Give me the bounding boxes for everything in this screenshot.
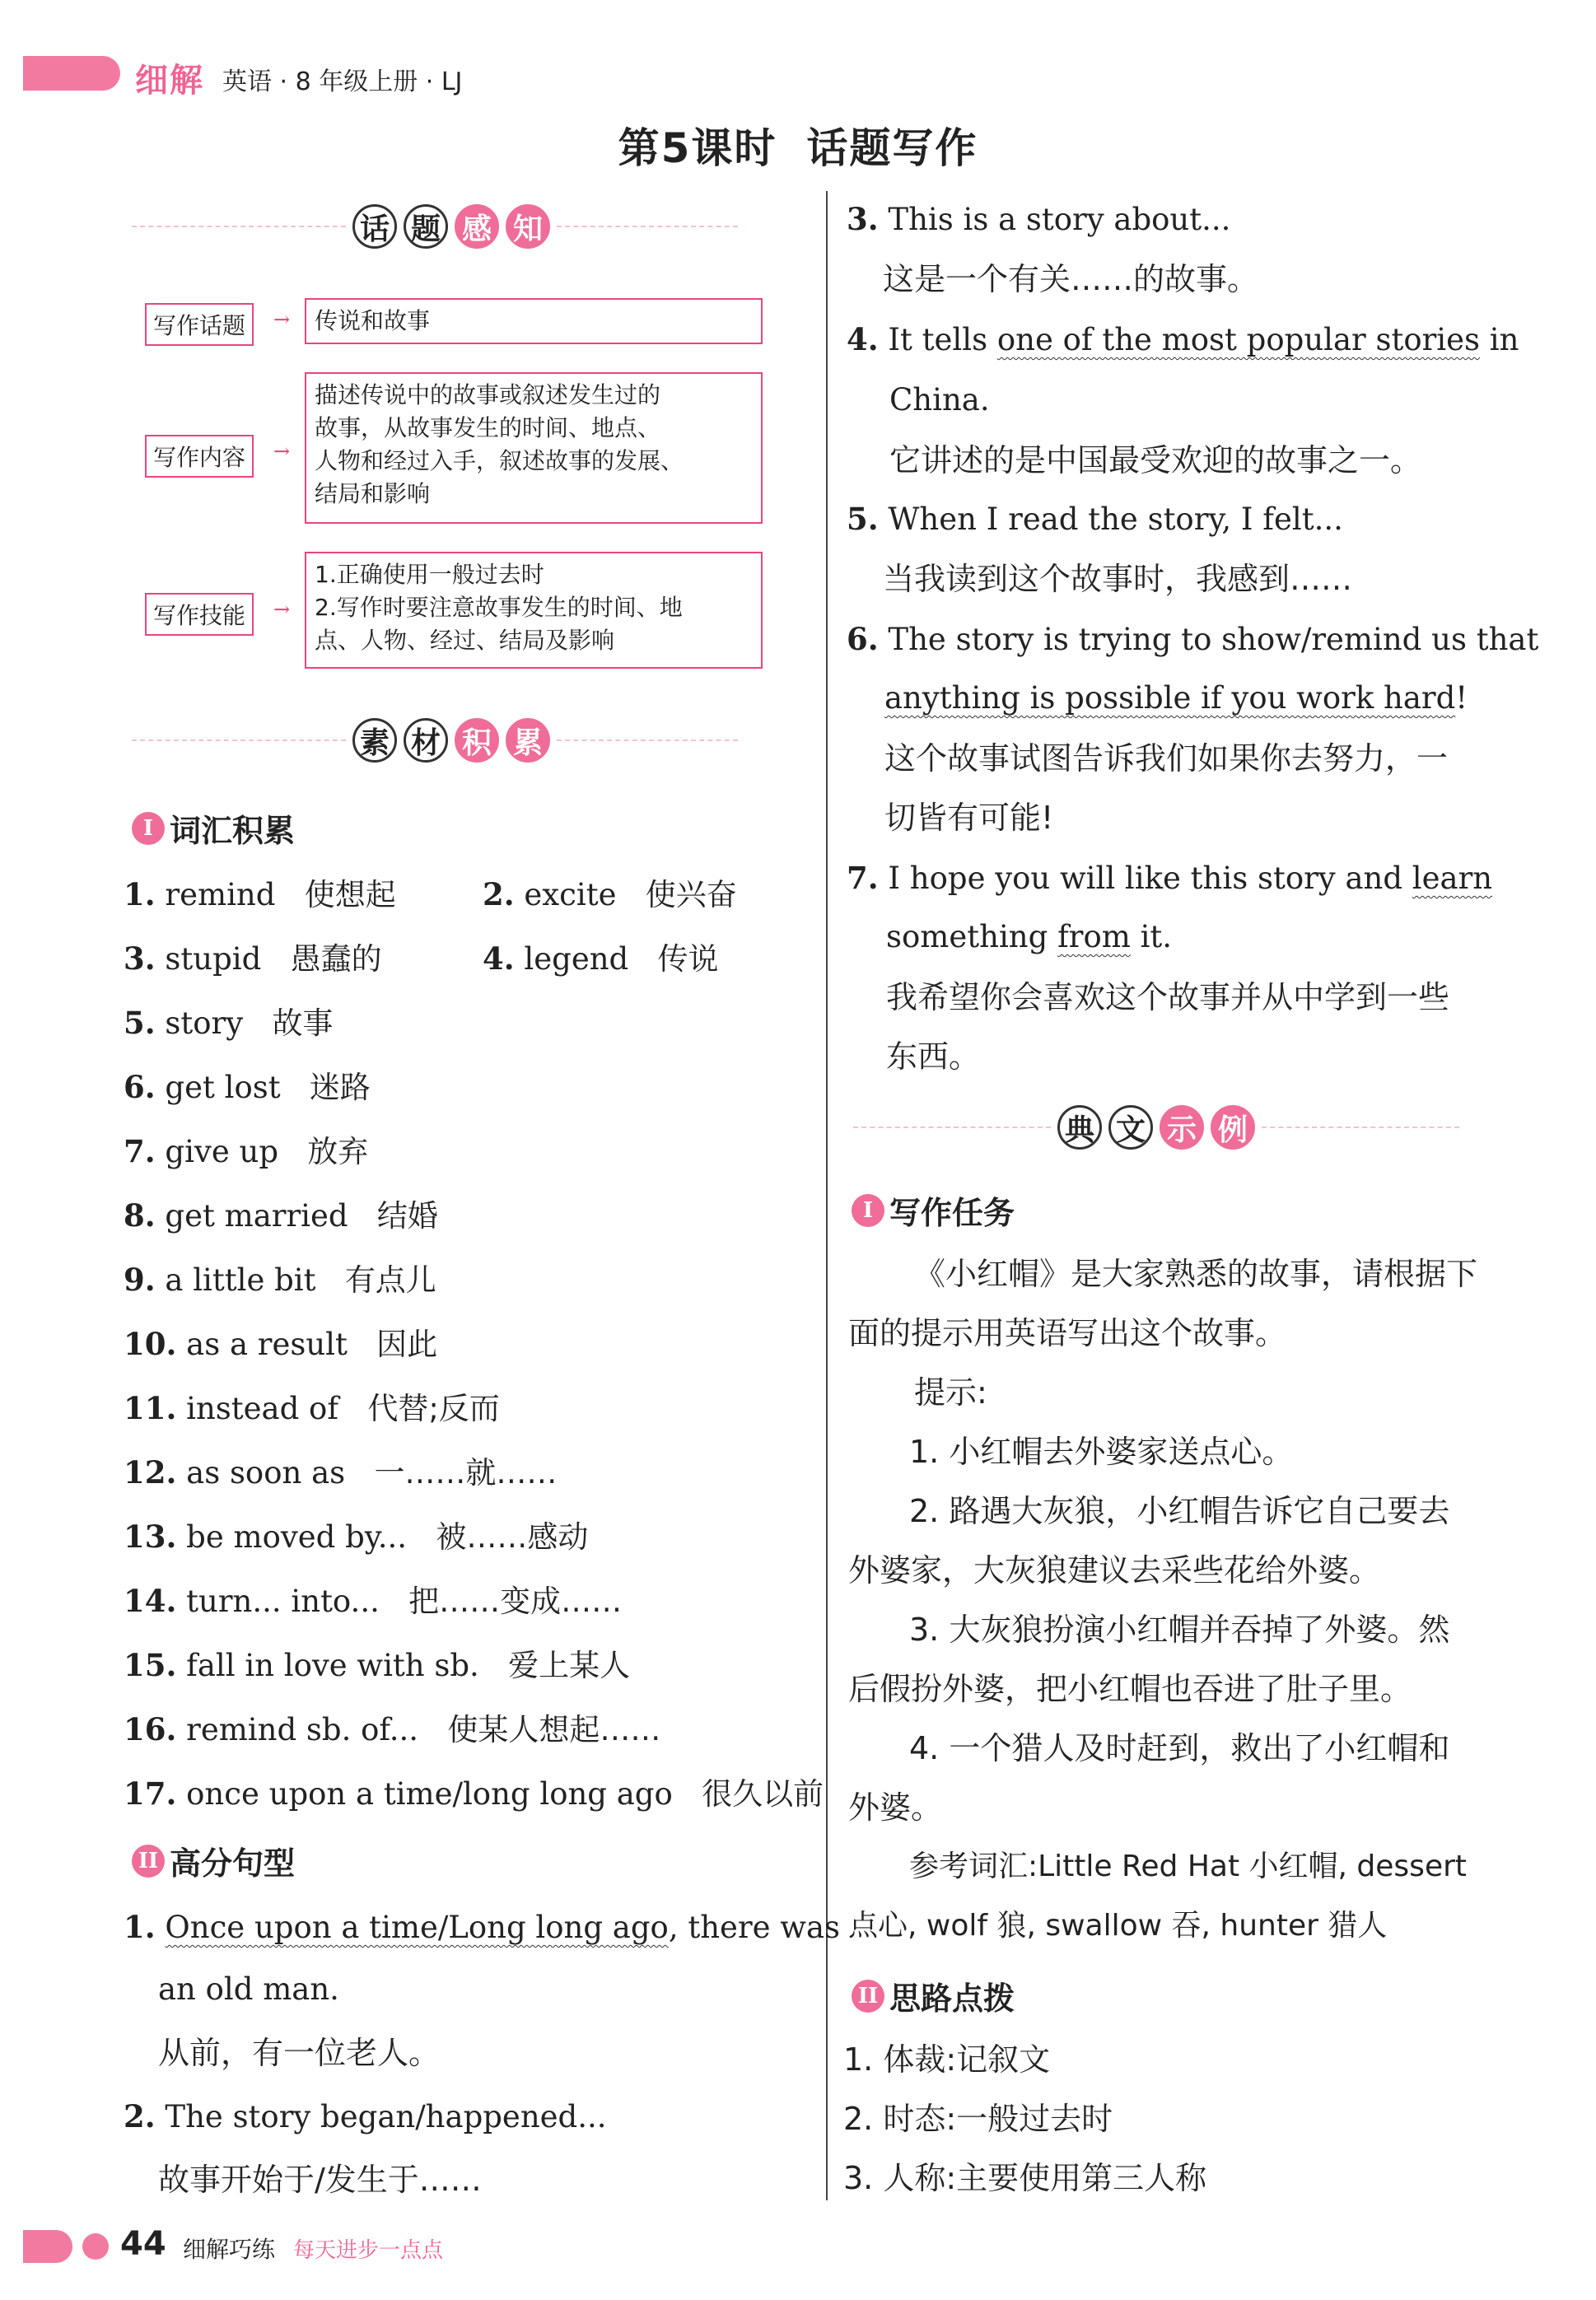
sentence-5-cn: 当我读到这个故事时，我感到…… (883, 561, 1353, 597)
vocab-en: a little bit (165, 1262, 316, 1298)
task-line: 提示: (914, 1374, 987, 1411)
task-line: 参考词汇:Little Red Hat 小红帽, dessert (909, 1850, 1468, 1883)
sentence-num: 1. (124, 1909, 156, 1945)
page-title (0, 115, 1596, 175)
vocab-cn: 使某人想起…… (447, 1712, 661, 1747)
vocab-num: 10. (124, 1326, 177, 1362)
sentence-text: I hope you will like this story and (888, 861, 1412, 896)
footer-book: 细解巧练 (183, 2236, 276, 2263)
sentence-6-cont (884, 679, 1468, 718)
sentence-6-cn-2: 切皆有可能! (884, 800, 1054, 836)
vocab-cn: 结婚 (376, 1198, 438, 1234)
vocab-num: 1. (124, 876, 156, 912)
sentence-num: 7. (847, 860, 879, 896)
book-info: 英语 · 8 年级上册 · LJ (222, 68, 463, 96)
divider (557, 739, 738, 741)
divider (1262, 1127, 1459, 1128)
guide-item: 1. 体裁:记叙文 (843, 2041, 1051, 2078)
vocab-item (124, 1196, 824, 1236)
sentence-1-cn: 从前，有一位老人。 (158, 2035, 441, 2071)
vocab-num: 15. (124, 1647, 177, 1683)
vocab-item (124, 1710, 824, 1750)
sentence-text: This is a story about... (888, 202, 1231, 237)
vocab-en: get lost (165, 1070, 281, 1105)
vocab-cn: 因此 (376, 1327, 438, 1362)
topic-box (305, 372, 763, 524)
vocab-num: 7. (124, 1133, 156, 1169)
sentence-text: ! (1455, 680, 1468, 716)
vocab-item (124, 1067, 824, 1108)
arrow-right-icon: → (273, 598, 291, 621)
vocab-item (124, 1260, 824, 1300)
vocab-num: 3. (124, 940, 156, 977)
vocab-item (124, 1388, 824, 1429)
vocab-cn: 有点儿 (344, 1262, 436, 1298)
vocab-en: remind sb. of... (186, 1712, 419, 1747)
sentence-4 (847, 320, 1519, 360)
vocab-en: story (165, 1005, 244, 1041)
sentence-text: in (1480, 322, 1519, 357)
sentence-6 (847, 619, 1538, 660)
topic-tag: 写作话题 (145, 303, 254, 346)
vocab-num: 11. (124, 1390, 177, 1426)
vocab-cn: 愚蠢的 (290, 941, 382, 977)
sentence-text: It tells (888, 322, 997, 357)
task-line: 后假扮外婆，把小红帽也吞进了肚子里。 (848, 1671, 1412, 1707)
divider (132, 226, 346, 227)
sentence-underlined: from (1057, 919, 1131, 954)
vocab-item (124, 1581, 824, 1621)
vocab-cn: 代替;反而 (367, 1391, 500, 1426)
vocab-num: 2. (483, 876, 515, 912)
brand-name: 细解 (135, 62, 204, 100)
guide-item: 3. 人称:主要使用第三人称 (843, 2160, 1207, 2196)
vocab-num: 16. (124, 1711, 177, 1747)
sentence-num: 6. (847, 621, 879, 657)
task-line: 外婆家，大灰狼建议去采些花给外婆。 (848, 1552, 1381, 1589)
sentence-7-cont (886, 917, 1172, 957)
vocab-num: 5. (124, 1005, 156, 1041)
sentence-text: , there was (668, 1910, 841, 1945)
sentence-7-cn-2: 东西。 (886, 1038, 981, 1075)
section-char: 累 (506, 718, 550, 763)
vocab-en: excite (524, 877, 617, 912)
vocab-en: give up (165, 1134, 278, 1169)
section-char: 典 (1057, 1105, 1102, 1150)
sentence-num: 5. (847, 501, 879, 537)
sentence-underlined: one of the most popular stories (996, 322, 1481, 357)
vocab-cn: 使兴奋 (645, 877, 737, 912)
vocab-cn: 很久以前 (702, 1776, 824, 1812)
task-line: 外婆。 (848, 1789, 943, 1826)
topic-line: 传说和故事 (315, 307, 431, 334)
vocab-item (124, 1131, 824, 1172)
vocab-item (124, 939, 382, 979)
sentence-underlined: learn (1412, 861, 1493, 896)
vocab-en: get married (165, 1198, 348, 1234)
sentence-6-cn-1: 这个故事试图告诉我们如果你去努力，一 (884, 740, 1449, 777)
topic-tag: 写作技能 (145, 593, 254, 636)
vocab-num: 14. (124, 1583, 177, 1619)
section-char: 素 (352, 718, 397, 763)
arrow-right-icon: → (273, 308, 291, 331)
vocab-item (124, 1324, 824, 1365)
topic-line: 描述传说中的故事或叙述发生过的 (315, 381, 661, 408)
sentences-heading-text: 高分句型 (170, 1845, 296, 1882)
arrow-right-icon: → (273, 440, 291, 463)
topic-line: 人物和经过入手，叙述故事的发展、 (315, 447, 684, 474)
sentence-1 (124, 1907, 840, 1948)
page-number: 44 (120, 2225, 166, 2263)
section-char: 示 (1160, 1105, 1204, 1150)
column-divider (826, 191, 828, 2200)
roman-badge: I (852, 1194, 884, 1227)
topic-tag: 写作内容 (145, 435, 254, 478)
divider (853, 1127, 1051, 1128)
vocab-cn: 被……感动 (436, 1519, 589, 1555)
task-line: 1. 小红帽去外婆家送点心。 (909, 1434, 1294, 1470)
vocab-cn: 传说 (657, 941, 719, 977)
vocab-num: 12. (124, 1454, 177, 1491)
sentence-underlined: anything is possible if you work hard (884, 680, 1456, 716)
lesson-topic: 话题写作 (806, 124, 978, 172)
section-char: 题 (404, 204, 448, 249)
sentence-4-cont: China. (889, 382, 990, 418)
vocab-num: 8. (124, 1197, 156, 1234)
topic-line: 2.写作时要注意故事发生的时间、地 (315, 594, 683, 621)
task-line: 点心, wolf 狼, swallow 吞, hunter 猎人 (848, 1909, 1388, 1943)
vocab-item (124, 1453, 824, 1493)
topic-line: 故事，从故事发生的时间、地点、 (315, 414, 661, 441)
vocab-cn: 放弃 (307, 1134, 369, 1169)
vocab-item (483, 939, 719, 979)
task-line: 2. 路遇大灰狼，小红帽告诉它自己要去 (909, 1493, 1450, 1529)
sentence-2-cn: 故事开始于/发生于…… (158, 2162, 482, 2198)
vocab-en: stupid (165, 941, 262, 977)
vocab-cn: 迷路 (309, 1070, 371, 1105)
vocab-num: 9. (124, 1262, 156, 1298)
sentences-heading (132, 1838, 295, 1883)
task-line: 《小红帽》是大家熟悉的故事，请根据下 (914, 1256, 1478, 1292)
vocab-item (124, 875, 396, 915)
vocab-en: as a result (186, 1327, 348, 1362)
vocab-cn: 使想起 (304, 877, 396, 912)
guide-heading (852, 1973, 1015, 2018)
task-line: 4. 一个猎人及时赶到，救出了小红帽和 (909, 1730, 1450, 1766)
vocab-en: be moved by... (186, 1519, 408, 1555)
vocab-en: fall in love with sb. (186, 1648, 479, 1683)
sentence-5 (847, 499, 1343, 539)
topic-box (305, 552, 763, 669)
vocab-num: 4. (483, 940, 515, 977)
task-line: 面的提示用英语写出这个故事。 (848, 1315, 1287, 1351)
vocab-cn: 故事 (272, 1005, 334, 1041)
topic-box (305, 298, 763, 344)
sentence-4-cn: 它讲述的是中国最受欢迎的故事之一。 (889, 442, 1422, 478)
vocab-heading (132, 805, 295, 851)
vocab-list (124, 1003, 824, 1814)
topic-line: 点、人物、经过、结局及影响 (315, 627, 615, 654)
vocab-item (124, 1774, 824, 1814)
sentence-7-cn-1: 我希望你会喜欢这个故事并从中学到一些 (886, 979, 1450, 1015)
sentence-num: 3. (847, 201, 879, 237)
roman-badge: I (132, 812, 165, 845)
task-heading-text: 写作任务 (889, 1195, 1015, 1231)
sentence-text: something (886, 919, 1058, 954)
footer-dot (82, 2233, 109, 2260)
section-char: 感 (455, 204, 499, 249)
vocab-cn: 爱上某人 (508, 1648, 631, 1683)
section-head-materials (132, 718, 738, 763)
vocab-heading-text: 词汇积累 (170, 813, 296, 849)
sentence-text: The story is trying to show/remind us that (888, 622, 1539, 657)
vocab-en: turn... into... (186, 1584, 380, 1619)
sentence-text: it. (1130, 919, 1173, 954)
sentence-num: 2. (124, 2098, 156, 2134)
section-char: 例 (1211, 1105, 1255, 1150)
vocab-en: remind (165, 877, 276, 912)
sentence-1-cont: an old man. (158, 1971, 339, 2007)
vocab-cn: 把……变成…… (408, 1584, 623, 1619)
section-char: 话 (352, 204, 397, 249)
sentence-num: 4. (847, 321, 879, 357)
vocab-en: once upon a time/long long ago (186, 1776, 673, 1812)
vocab-item (124, 1517, 824, 1557)
vocab-en: instead of (186, 1391, 339, 1426)
guide-item: 2. 时态:一般过去时 (843, 2101, 1113, 2137)
footer-slogan: 每天进步一点点 (293, 2238, 444, 2263)
section-char: 材 (404, 718, 448, 763)
task-line: 3. 大灰狼扮演小红帽并吞掉了外婆。然 (909, 1612, 1450, 1648)
lesson-number: 第5课时 (618, 124, 777, 172)
roman-badge: II (132, 1845, 165, 1878)
vocab-en: as soon as (186, 1455, 346, 1491)
sentence-underlined: Once upon a time/Long long ago (165, 1910, 669, 1945)
vocab-en: legend (524, 941, 629, 977)
guide-heading-text: 思路点拨 (889, 1980, 1015, 2017)
sentence-text: The story began/happened... (165, 2099, 607, 2134)
vocab-num: 13. (124, 1519, 177, 1555)
sentence-3 (847, 199, 1230, 240)
vocab-item (124, 1645, 824, 1686)
task-heading (852, 1187, 1015, 1233)
vocab-num: 6. (124, 1069, 156, 1105)
section-char: 文 (1108, 1105, 1153, 1150)
vocab-cn: 一……就…… (374, 1455, 558, 1491)
sentence-7 (847, 858, 1492, 898)
section-head-perception (132, 204, 738, 249)
sentence-2 (124, 2097, 607, 2137)
header-bar (23, 56, 120, 91)
section-char: 知 (506, 204, 550, 249)
sentence-3-cn: 这是一个有关……的故事。 (883, 261, 1259, 297)
topic-line: 1.正确使用一般过去时 (315, 561, 544, 588)
vocab-item (124, 1003, 824, 1043)
vocab-item (483, 875, 737, 915)
section-char: 积 (455, 718, 499, 763)
roman-badge: II (852, 1980, 884, 2013)
vocab-num: 17. (124, 1775, 177, 1812)
sentence-text: When I read the story, I felt... (888, 502, 1343, 537)
section-head-example (853, 1105, 1459, 1150)
divider (557, 226, 738, 227)
footer-bar (23, 2230, 72, 2263)
topic-line: 结局和影响 (315, 480, 431, 507)
divider (132, 739, 346, 741)
